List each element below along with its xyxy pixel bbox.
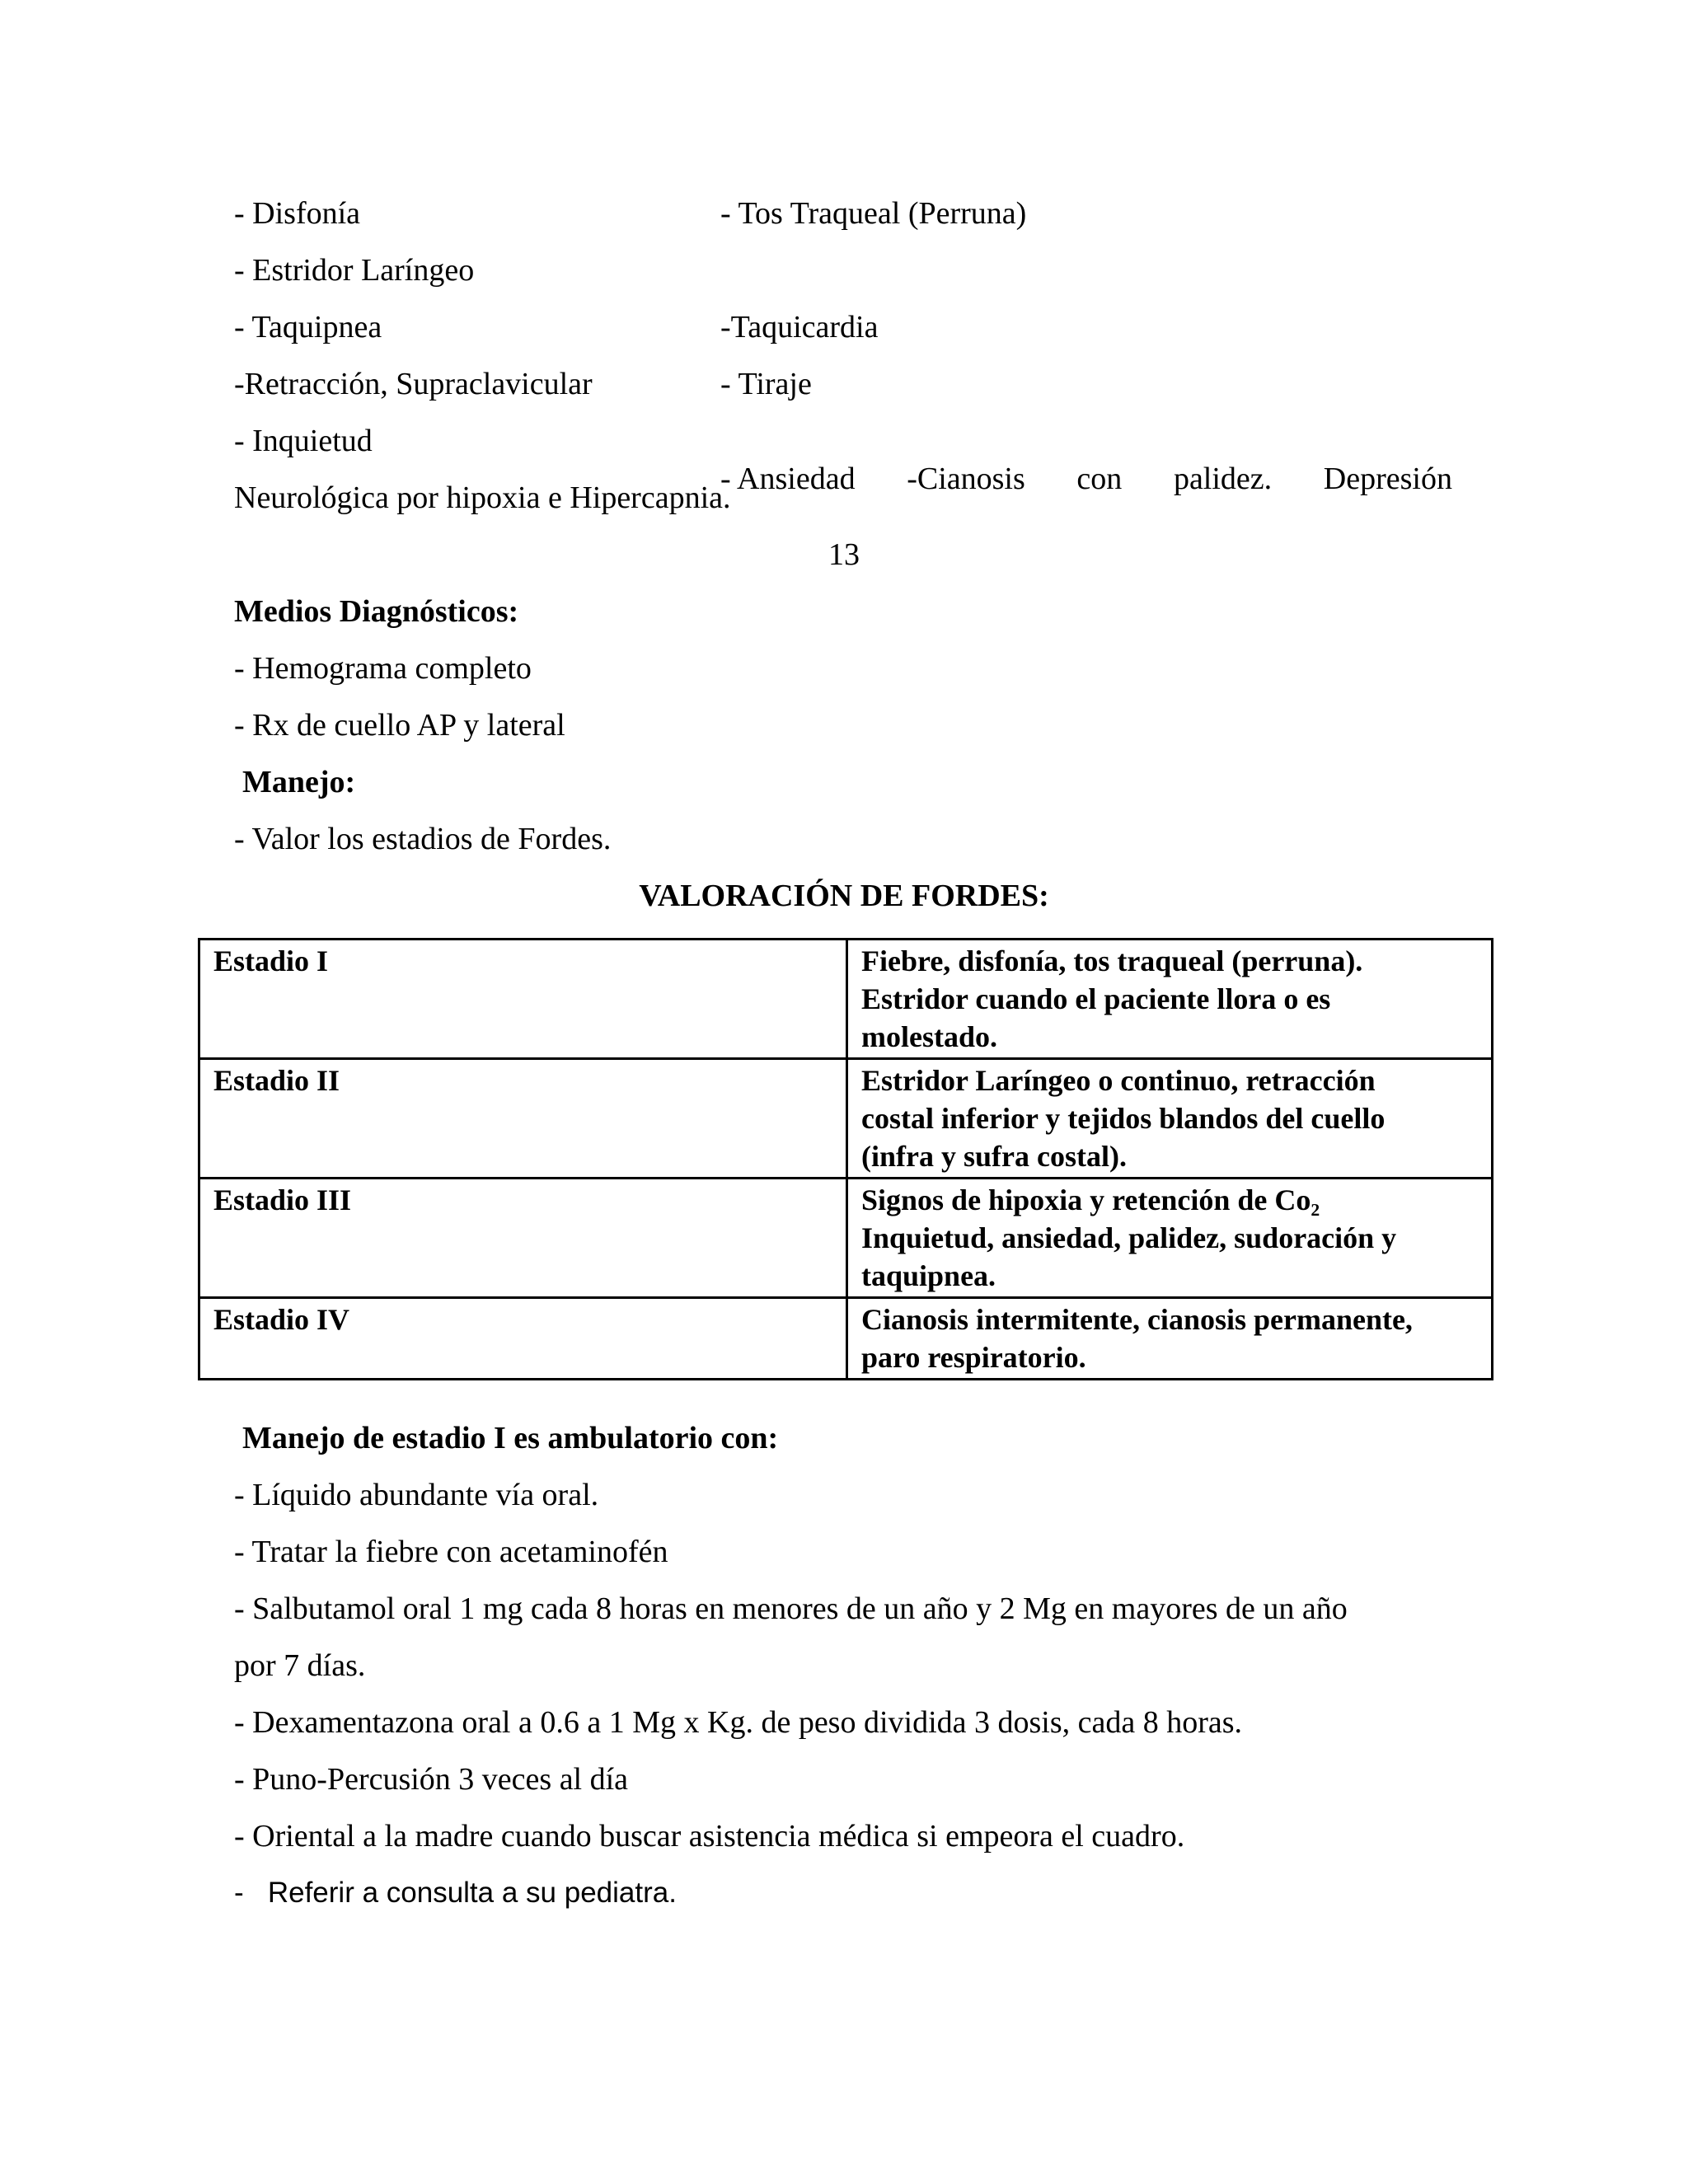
description-line: Estridor Laríngeo o continuo, retracción	[861, 1064, 1376, 1097]
table-row	[199, 1179, 1493, 1298]
diagnostics-item: - Rx de cuello AP y lateral	[234, 708, 565, 743]
stage1-item: - Líquido abundante vía oral.	[234, 1478, 599, 1512]
fordes-table	[198, 938, 1493, 1380]
symptom-left: - Estridor Laríngeo	[234, 253, 475, 288]
page-number: 13	[828, 537, 860, 572]
description-line: Cianosis intermitente, cianosis permanente,	[861, 1303, 1413, 1336]
table-row	[199, 1059, 1493, 1179]
description-line: Fiebre, disfonía, tos traqueal (perruna).	[861, 944, 1363, 977]
description-cell	[847, 1179, 1493, 1298]
table-row	[199, 940, 1493, 1059]
symptom-row	[234, 251, 1454, 289]
word: - Ansiedad	[720, 462, 856, 496]
symptom-left: -Retracción, Supraclavicular	[234, 367, 593, 401]
description-line: paro respiratorio.	[861, 1341, 1086, 1374]
stage1-last-item: - Referir a consulta a su pediatra.	[234, 1877, 677, 1909]
stage1-item: - Dexamentazona oral a 0.6 a 1 Mg x Kg. de peso dividida 3 dosis, cada 8 horas.	[234, 1705, 1243, 1740]
continuation-text: Neurológica por hipoxia e Hipercapnia.	[234, 480, 731, 515]
description-line: Estridor cuando el paciente llora o es	[861, 982, 1331, 1015]
description-cell	[847, 940, 1493, 1059]
management-item: - Valor los estadios de Fordes.	[234, 822, 612, 856]
stage-cell: Estadio I	[199, 940, 847, 1059]
symptom-row	[234, 194, 1454, 232]
management-heading: Manejo:	[242, 765, 356, 799]
fordes-title: VALORACIÓN DE FORDES:	[639, 879, 1049, 913]
word: -Cianosis	[907, 462, 1025, 496]
description-cell	[847, 1298, 1493, 1380]
stage1-item: por 7 días.	[234, 1648, 366, 1683]
stage1-item: - Oriental a la madre cuando buscar asistencia médica si empeora el cuadro.	[234, 1819, 1185, 1854]
symptom-left: - Inquietud	[234, 424, 373, 458]
symptom-row	[234, 422, 1454, 496]
stage1-item: - Salbutamol oral 1 mg cada 8 horas en menores de un año y 2 Mg en mayores de un año	[234, 1591, 1348, 1626]
diagnostics-item: - Hemograma completo	[234, 651, 532, 686]
symptom-row	[234, 365, 1454, 403]
diagnostics-heading: Medios Diagnósticos:	[234, 594, 519, 629]
symptom-right: - Tiraje	[720, 367, 812, 401]
description-line: costal inferior y tejidos blandos del cuello	[861, 1102, 1386, 1135]
description-line: (infra y sufra costal).	[861, 1140, 1127, 1173]
symptom-left: - Disfonía	[234, 196, 361, 231]
symptom-right: - Tos Traqueal (Perruna)	[720, 196, 1027, 231]
description-line: taquipnea.	[861, 1259, 996, 1292]
stage1-item: - Puno-Percusión 3 veces al día	[234, 1762, 629, 1797]
description-line: molestado.	[861, 1020, 997, 1053]
table-row	[199, 1298, 1493, 1380]
description-cell	[847, 1059, 1493, 1179]
description-line: Signos de hipoxia y retención de Co₂	[861, 1183, 1320, 1216]
stage-cell: Estadio III	[199, 1179, 847, 1298]
stage-cell: Estadio IV	[199, 1298, 847, 1380]
word: Depresión	[1323, 462, 1452, 496]
stage-cell: Estadio II	[199, 1059, 847, 1179]
word: con	[1076, 462, 1123, 496]
stage1-heading: Manejo de estadio I es ambulatorio con:	[242, 1421, 779, 1455]
description-line: Inquietud, ansiedad, palidez, sudoración y	[861, 1221, 1397, 1254]
stage1-item: - Tratar la fiebre con acetaminofén	[234, 1535, 668, 1569]
symptom-left: - Taquipnea	[234, 310, 382, 344]
symptom-row	[234, 308, 1454, 346]
word: palidez.	[1173, 462, 1273, 496]
symptom-right: -Taquicardia	[720, 310, 879, 344]
